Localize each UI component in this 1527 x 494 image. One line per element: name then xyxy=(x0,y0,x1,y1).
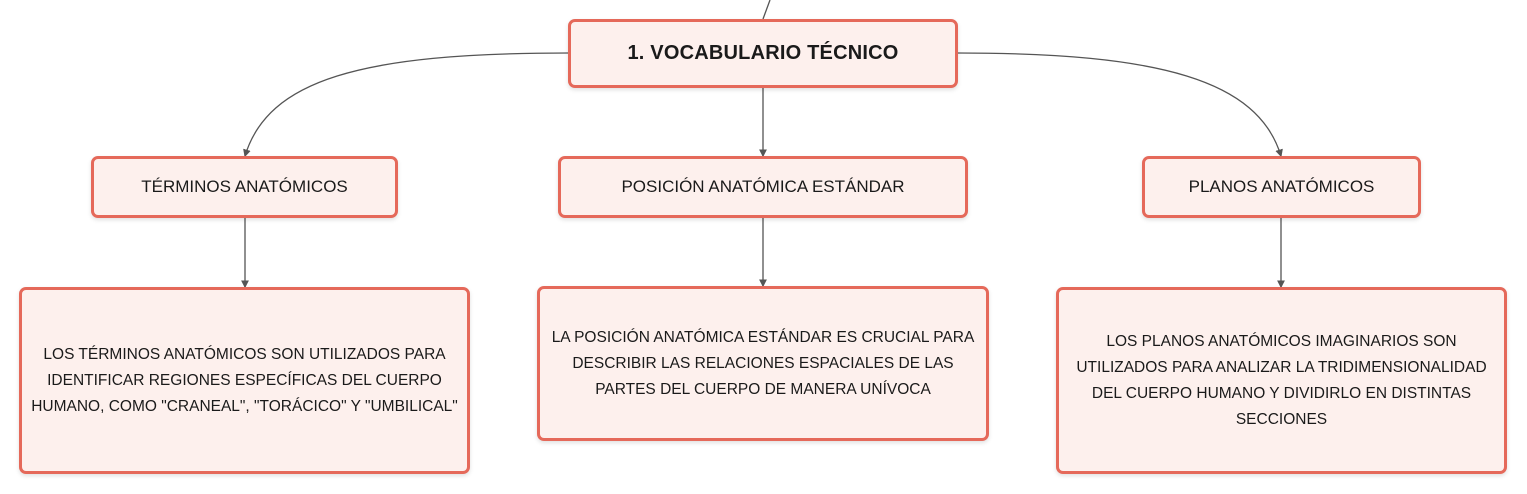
topic-node-label: PLANOS ANATÓMICOS xyxy=(1188,177,1375,196)
detail-node-text: LA POSICIÓN ANATÓMICA ESTÁNDAR ES CRUCIAL PARA DESCRIBIR LAS RELACIONES ESPACIALES DE LAS PARTES DEL CUERPO DE MANERA UNÍVOCA xyxy=(551,328,975,398)
root-node[interactable] xyxy=(568,19,958,88)
detail-node-text: LOS PLANOS ANATÓMICOS IMAGINARIOS SON UTILIZADOS PARA ANALIZAR LA TRIDIMENSIONALIDAD DEL CUERPO HUMANO Y DIVIDIRLO EN DISTINTAS SECCIONES xyxy=(1076,332,1487,428)
topic-node-posicion-anatomica[interactable] xyxy=(558,156,968,218)
topic-node-terminos-anatomicos[interactable] xyxy=(91,156,398,218)
parent-connector xyxy=(763,0,770,19)
topic-node-label: TÉRMINOS ANATÓMICOS xyxy=(141,177,348,196)
connector-root-to-topic-1 xyxy=(245,53,568,156)
detail-node-text: LOS TÉRMINOS ANATÓMICOS SON UTILIZADOS PARA IDENTIFICAR REGIONES ESPECÍFICAS DEL CUERPO HUMANO, COMO "CRANEAL", "TORÁCICO" Y "UMBILICAL" xyxy=(31,345,458,415)
detail-node-terminos-anatomicos[interactable] xyxy=(19,287,470,474)
topic-node-label: POSICIÓN ANATÓMICA ESTÁNDAR xyxy=(621,177,905,196)
topic-node-planos-anatomicos[interactable] xyxy=(1142,156,1421,218)
detail-node-planos-anatomicos[interactable] xyxy=(1056,287,1507,474)
connector-root-to-topic-3 xyxy=(958,53,1281,156)
root-node-label: 1. VOCABULARIO TÉCNICO xyxy=(627,42,899,64)
detail-node-posicion-anatomica[interactable] xyxy=(537,286,989,441)
